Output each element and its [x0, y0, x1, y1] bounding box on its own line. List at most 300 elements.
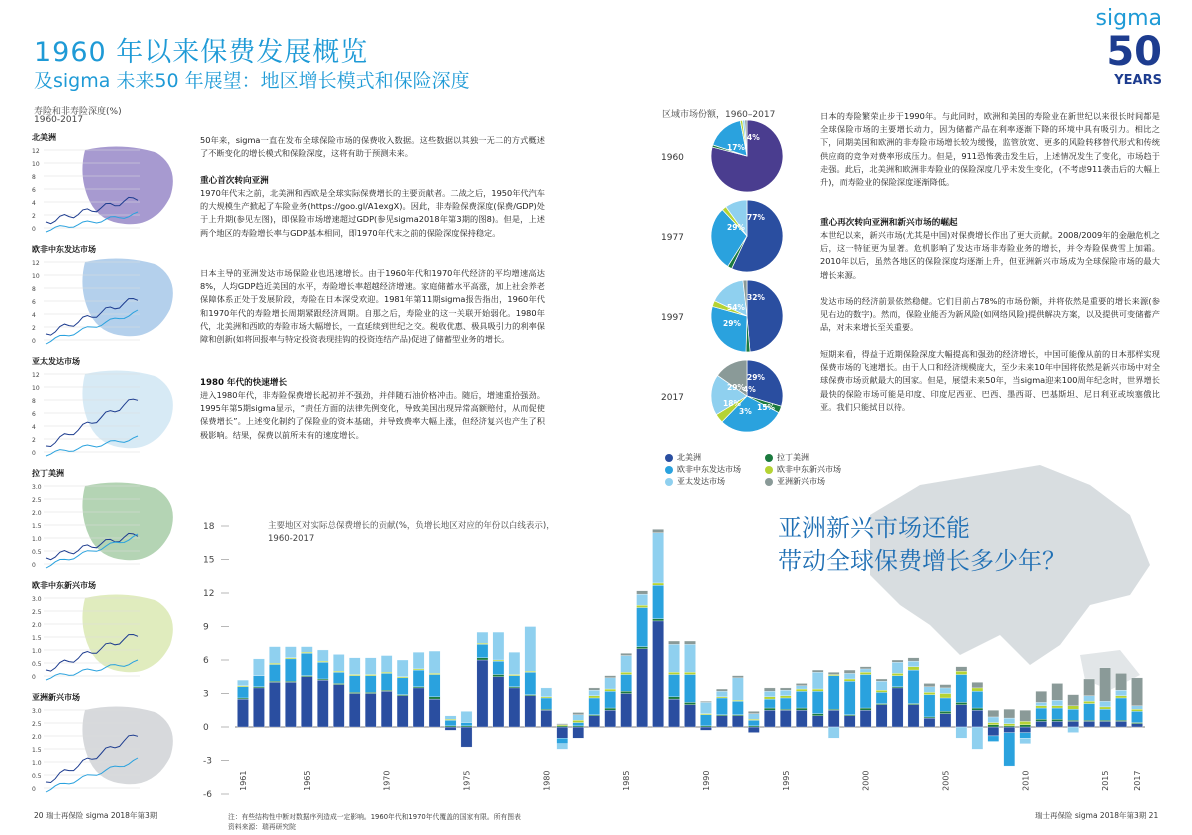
bar-segment	[381, 673, 392, 690]
bar-segment	[253, 676, 264, 687]
bar-y-tick-label: 3	[203, 689, 209, 700]
bar-segment	[844, 673, 855, 679]
region-map-shape	[82, 706, 172, 784]
bar-segment	[573, 726, 584, 727]
bar-segment	[684, 644, 695, 672]
depth-tick-label: 6	[32, 411, 36, 418]
section-1-paragraph-2: 日本主导的亚洲发达市场保险业也迅速增长。由于1960年代和1970年代经济的平均增速高达8%，人均GDP趋近美国的水平，寿险增长率超越经济增速。家庭储蓄水平高涨，加上社会养老保障体系正处于发展阶段，寿险在日本深受欢迎。1981年第11期sigma报告指出，1960年代和1970年代的寿险增长周期紧跟经济周期。自那之后，寿险业的这一关联开始弱化。1980年代，北美洲和西欧的寿险市场大幅增长，一直延续到世纪之交。税收优惠、极具吸引力的利率保障和创新(如将回报率与特定投资表现挂钩的投资连结产品)促进了储蓄型业务的增长。	[200, 268, 545, 345]
bar-segment	[461, 726, 472, 727]
bar-segment	[1100, 721, 1111, 727]
bar-segment	[812, 716, 823, 727]
bar-segment	[349, 675, 360, 676]
bar-segment	[589, 715, 600, 716]
right-page-number: 21	[1148, 811, 1159, 820]
section-heading-3: 重心再次转向亚洲和新兴市场的崛起	[820, 218, 958, 228]
bar-segment	[876, 705, 887, 727]
logo-word: sigma	[1095, 6, 1162, 31]
bar-segment	[1036, 721, 1047, 727]
bar-segment	[605, 676, 616, 678]
bar-segment	[1100, 709, 1111, 720]
bar-segment	[796, 708, 807, 710]
bar-segment	[317, 662, 328, 679]
page-subtitle: 及sigma 未来50 年展望：地区增长模式和保险深度	[34, 70, 470, 92]
bar-segment	[573, 727, 584, 738]
bar-segment	[285, 647, 296, 658]
bar-segment	[397, 678, 408, 695]
bar-segment	[253, 687, 264, 688]
bar-segment	[748, 727, 759, 733]
pie-slice-label: 29%	[727, 223, 745, 232]
depth-tick-label: 1.5	[32, 635, 42, 642]
bar-segment	[509, 652, 520, 674]
bar-segment	[413, 688, 424, 727]
bar-segment	[461, 727, 472, 747]
bar-segment	[461, 711, 472, 722]
bar-segment	[668, 675, 679, 697]
bar-segment	[237, 686, 248, 687]
bar-segment	[1084, 720, 1095, 721]
depth-tick-label: 0	[32, 786, 36, 793]
footer-left	[34, 810, 157, 821]
bar-segment	[509, 675, 520, 676]
bar-segment	[477, 660, 488, 727]
bar-segment	[573, 715, 584, 721]
pie-year-label: 1997	[661, 313, 684, 323]
section-heading-2: 1980 年代的快速增长	[200, 378, 288, 388]
bar-segment	[892, 673, 903, 675]
bar-segment	[381, 691, 392, 727]
bar-segment	[700, 715, 711, 726]
bar-segment	[413, 687, 424, 688]
bar-segment	[493, 677, 504, 727]
bar-segment	[237, 698, 248, 699]
depth-tick-label: 1.5	[32, 523, 42, 530]
bar-y-tick-label: 12	[203, 589, 215, 599]
left-publication: 瑞士再保险 sigma 2018年第3期	[45, 811, 158, 820]
bar-segment	[557, 725, 568, 726]
bar-segment	[269, 681, 280, 682]
pie-slice-label: 15%	[757, 403, 775, 412]
depth-tick-label: 0.5	[32, 773, 42, 780]
bar-segment	[780, 696, 791, 698]
bar-segment	[621, 672, 632, 674]
depth-tick-label: 2	[32, 213, 36, 220]
depth-tick-label: 0	[32, 674, 36, 681]
legend-swatch	[665, 454, 673, 462]
bar-segment	[748, 720, 759, 726]
bar-segment	[940, 688, 951, 694]
bar-y-tick-label: -6	[203, 790, 212, 800]
bar-segment	[860, 675, 871, 709]
bar-segment	[972, 727, 983, 749]
bar-segment	[1004, 724, 1015, 726]
bar-segment	[844, 715, 855, 716]
bar-segment	[445, 719, 456, 720]
bar-segment	[988, 710, 999, 717]
bar-segment	[1068, 709, 1079, 720]
depth-chart-region-label: 欧非中东新兴市场	[32, 581, 96, 590]
bar-segment	[780, 688, 791, 690]
bar-segment	[1068, 721, 1079, 727]
bar-segment	[972, 691, 983, 708]
market-share-pies	[655, 118, 795, 443]
bar-segment	[748, 719, 759, 720]
bar-segment	[477, 644, 488, 657]
bar-segment	[621, 694, 632, 728]
bar-segment	[1020, 738, 1031, 744]
depth-chart-region-label: 亚太发达市场	[32, 357, 80, 366]
pie-legend-item	[665, 452, 701, 463]
depth-tick-label: 0.5	[32, 661, 42, 668]
depth-tick-label: 12	[32, 372, 40, 379]
bar-segment	[269, 682, 280, 727]
pie-slice-label: 3%	[739, 407, 752, 416]
section-heading-1: 重心首次转向亚洲	[200, 176, 269, 186]
right-paragraph-2: 本世纪以来，新兴市场(尤其是中国)对保费增长作出了更大贡献。2008/2009年的金融危机之后，这一特征更为显著。危机影响了发达市场非寿险业务的增长，并令寿险保费雪上加霜。2010年以后，虽然各地区的保险深度均逐渐上升，但亚洲新兴市场成为全球保险市场的最大增长来源。	[820, 230, 1160, 280]
bar-segment	[413, 652, 424, 669]
bar-segment	[956, 702, 967, 704]
bar-segment	[509, 687, 520, 688]
bar-segment	[237, 699, 248, 727]
bar-segment	[365, 658, 376, 675]
bar-segment	[684, 672, 695, 674]
region-map-shape	[82, 146, 172, 224]
bar-segment	[1115, 673, 1126, 690]
bar-segment	[828, 676, 839, 710]
bar-segment	[988, 725, 999, 727]
left-page-number: 20	[34, 811, 44, 820]
depth-tick-label: 2.5	[32, 497, 42, 504]
logo-number: 50	[1106, 29, 1162, 75]
bar-y-tick-label: 18	[203, 522, 215, 532]
bar-segment	[700, 714, 711, 715]
depth-tick-label: 2.5	[32, 721, 42, 728]
bar-segment	[860, 667, 871, 669]
bar-segment	[1131, 724, 1142, 727]
bar-segment	[429, 699, 440, 727]
depth-chart-2	[30, 242, 200, 350]
bar-segment	[1115, 721, 1126, 727]
bar-segment	[605, 710, 616, 727]
region-map-shape	[82, 258, 172, 336]
bar-segment	[988, 736, 999, 742]
bar-segment	[652, 585, 663, 619]
bar-segment	[1084, 701, 1095, 703]
bar-segment	[1036, 719, 1047, 721]
bar-segment	[684, 702, 695, 704]
depth-tick-label: 1.5	[32, 747, 42, 754]
bar-segment	[1052, 719, 1063, 721]
bar-segment	[1036, 691, 1047, 702]
bar-y-tick-label: 0	[203, 723, 209, 733]
bar-segment	[924, 717, 935, 718]
bar-segment	[541, 710, 552, 727]
bar-segment	[652, 533, 663, 583]
bar-segment	[812, 672, 823, 689]
bar-segment	[924, 695, 935, 717]
bar-segment	[1052, 700, 1063, 706]
bar-segment	[908, 670, 919, 704]
bar-segment	[637, 649, 648, 727]
depth-tick-label: 2	[32, 437, 36, 444]
depth-tick-label: 6	[32, 187, 36, 194]
bar-segment	[365, 675, 376, 676]
bar-segment	[397, 696, 408, 727]
bar-segment	[1068, 720, 1079, 721]
big-question-line-1: 亚洲新兴市场还能	[778, 514, 970, 542]
bar-segment	[1131, 711, 1142, 722]
bar-segment	[621, 656, 632, 673]
premium-growth-bar-chart	[195, 518, 1160, 803]
bar-segment	[908, 705, 919, 727]
bar-segment	[972, 688, 983, 691]
depth-tick-label: 0	[32, 226, 36, 233]
bar-segment	[796, 686, 807, 689]
bar-segment	[956, 675, 967, 703]
bar-segment	[652, 529, 663, 532]
depth-tick-label: 2.0	[32, 622, 42, 629]
bar-segment	[557, 738, 568, 744]
bar-segment	[796, 689, 807, 691]
footer-note-1: 注：有些结构性中断对数据序列造成一定影响。1960年代和1970年代覆盖的国家有限。所有图表	[228, 813, 521, 821]
depth-panel-period: 1960-2017	[34, 115, 84, 125]
bar-segment	[1020, 710, 1031, 721]
right-paragraph-4: 短期来看，得益于近期保险深度大幅提高和强劲的经济增长，中国可能像从前的日本那样实现保费市场的飞速增长。由于人口和经济规模庞大，至少未来10年中国将依然是新兴市场中对全球保费市场贡献最大的国家。但是，展望未来50年，当sigma迎来100周年纪念时，世界增长最快的保险市场可能是印度、印度尼西亚、巴西、墨西哥、巴基斯坦、尼日利亚或埃塞俄比亚。我们只能拭目以待。	[820, 349, 1160, 412]
legend-swatch	[765, 478, 773, 486]
right-paragraph-1: 日本的寿险繁荣止步于1990年。与此同时，欧洲和美国的寿险业在新世纪以来很长时间都是全球保险市场的主要增长动力，因为储蓄产品在利率逐渐下降的环境中具有吸引力。相比之下，同期美国和欧洲的非寿险市场增长较为缓慢，监管放宽、更多的风险转移替代形式和传统供应商的竞争对费率形成压力。但是，911恐怖袭击发生后，上述情况发生了变化，市场趋于走强。此后，北美洲和欧洲非寿险业的保险深度几乎未发生变化，(不考虑911袭击后的大幅上升)，而寿险业的保险深度逐渐降低。	[820, 111, 1160, 188]
bar-segment	[509, 676, 520, 687]
bar-segment	[429, 673, 440, 674]
depth-tick-label: 10	[32, 161, 40, 168]
bar-segment	[621, 691, 632, 693]
bar-segment	[1131, 723, 1142, 724]
bar-segment	[589, 690, 600, 696]
bar-segment	[269, 663, 280, 664]
bar-segment	[1100, 701, 1111, 707]
bar-segment	[780, 709, 791, 710]
legend-label: 亚洲新兴市场	[777, 477, 825, 486]
bar-x-tick-label: 2005	[941, 770, 951, 791]
pie-slice-label: 18%	[723, 399, 741, 408]
bar-segment	[748, 711, 759, 713]
bar-segment	[1131, 678, 1142, 706]
bar-segment	[828, 727, 839, 738]
depth-tick-label: 1.0	[32, 536, 42, 543]
bar-segment	[493, 660, 504, 661]
depth-chart-region-label: 欧非中东发达市场	[32, 245, 96, 254]
bar-segment	[732, 700, 743, 701]
bar-y-tick-label: 15	[203, 555, 215, 566]
bar-segment	[557, 727, 568, 738]
bar-segment	[429, 697, 440, 699]
bar-segment	[541, 688, 552, 697]
bar-segment	[365, 692, 376, 693]
bar-segment	[445, 720, 456, 726]
bar-segment	[764, 691, 775, 697]
bar-segment	[972, 710, 983, 727]
bar-segment	[780, 710, 791, 727]
pie-section-title: 区域市场份额，1960–2017	[662, 110, 776, 120]
legend-swatch	[665, 466, 673, 474]
right-paragraph-3: 发达市场的经济前景依然稳健。它们目前占78%的市场份额，并将依然是重要的增长来源(参见右边的数字)。然而，保险业能否为新风险(如网络风险)提供解决方案，以及提供可变储蓄产品，对未来增长至关重要。	[820, 296, 1160, 333]
bar-segment	[301, 677, 312, 727]
bar-segment	[509, 688, 520, 727]
bar-segment	[732, 676, 743, 678]
bar-segment	[317, 680, 328, 727]
bar-segment	[700, 701, 711, 702]
bar-segment	[908, 658, 919, 661]
bar-segment	[892, 688, 903, 727]
bar-segment	[828, 672, 839, 674]
bar-segment	[1004, 709, 1015, 718]
region-map-shape	[82, 482, 172, 560]
depth-chart-3	[30, 354, 200, 462]
bar-segment	[796, 710, 807, 727]
depth-chart-region-label: 亚洲新兴市场	[32, 693, 80, 702]
bar-segment	[924, 718, 935, 727]
bar-segment	[557, 726, 568, 727]
bar-y-tick-label: 9	[203, 622, 209, 633]
region-map-shape	[82, 594, 172, 672]
bar-segment	[621, 675, 632, 692]
bar-segment	[940, 714, 951, 727]
bar-segment	[1100, 720, 1111, 721]
bar-segment	[1052, 708, 1063, 719]
bar-segment	[461, 723, 472, 726]
bar-segment	[668, 644, 679, 672]
bar-segment	[445, 716, 456, 719]
bar-segment	[589, 696, 600, 698]
bar-segment	[988, 723, 999, 725]
bar-segment	[1020, 721, 1031, 724]
bar-y-tick-label: 6	[203, 656, 209, 666]
bar-segment	[637, 608, 648, 647]
page-title: 1960 年以来保费发展概览	[34, 37, 369, 68]
pie-slice-label: 29%	[727, 383, 745, 392]
bar-segment	[844, 681, 855, 715]
bar-segment	[525, 696, 536, 727]
bar-segment	[668, 641, 679, 644]
bar-segment	[668, 697, 679, 699]
bar-segment	[397, 660, 408, 677]
bar-segment	[940, 711, 951, 713]
bar-segment	[812, 689, 823, 691]
bar-segment	[1036, 706, 1047, 708]
bar-x-tick-label: 1975	[462, 770, 472, 791]
bar-segment	[780, 698, 791, 709]
bar-segment	[333, 671, 344, 672]
bar-segment	[637, 594, 648, 605]
bar-segment	[333, 685, 344, 727]
bar-segment	[652, 583, 663, 585]
bar-segment	[796, 691, 807, 708]
depth-tick-label: 3.0	[32, 596, 42, 603]
bar-segment	[525, 672, 536, 694]
bar-segment	[445, 727, 456, 730]
pie-year-label: 2017	[661, 393, 684, 403]
bar-segment	[908, 704, 919, 705]
pie-legend-item	[765, 476, 825, 487]
bar-segment	[621, 653, 632, 655]
pie-slice-label: 29%	[747, 373, 765, 382]
bar-x-tick-label: 1961	[238, 770, 248, 791]
legend-label: 亚太发达市场	[677, 477, 725, 486]
pie-year-label: 1960	[661, 153, 684, 163]
bar-segment	[652, 621, 663, 727]
pie-slice-label: 29%	[723, 319, 741, 328]
depth-chart-region-label: 北美洲	[32, 133, 56, 142]
bar-segment	[972, 682, 983, 688]
bar-segment	[557, 724, 568, 725]
bar-segment	[716, 697, 727, 698]
bar-segment	[1052, 706, 1063, 708]
bar-segment	[493, 661, 504, 674]
depth-tick-label: 1.0	[32, 760, 42, 767]
bar-segment	[605, 691, 616, 708]
pie-legend-item	[665, 464, 741, 475]
bar-x-tick-label: 2015	[1101, 770, 1111, 791]
bar-segment	[397, 695, 408, 696]
bar-segment	[924, 687, 935, 693]
bar-segment	[1115, 698, 1126, 720]
bar-segment	[716, 698, 727, 715]
bar-segment	[668, 699, 679, 727]
bar-segment	[1036, 702, 1047, 705]
bar-segment	[812, 691, 823, 713]
bar-segment	[253, 688, 264, 727]
bar-segment	[1020, 727, 1031, 733]
bar-segment	[684, 705, 695, 727]
bar-segment	[605, 689, 616, 691]
bar-segment	[764, 697, 775, 699]
bar-segment	[716, 691, 727, 697]
bar-segment	[637, 605, 648, 607]
bar-segment	[684, 675, 695, 703]
bar-segment	[1084, 721, 1095, 727]
bar-segment	[285, 681, 296, 682]
bar-segment	[972, 708, 983, 710]
depth-mini-charts	[30, 130, 200, 793]
bar-segment	[1004, 733, 1015, 767]
bar-segment	[493, 632, 504, 660]
depth-chart-5	[30, 578, 200, 686]
bar-x-tick-label: 1995	[781, 770, 791, 791]
bar-segment	[876, 704, 887, 705]
depth-tick-label: 4	[32, 312, 36, 319]
pie-slice-label: 54%	[727, 303, 745, 312]
bar-segment	[652, 619, 663, 621]
depth-tick-label: 6	[32, 299, 36, 306]
bar-segment	[732, 701, 743, 714]
depth-tick-label: 0	[32, 338, 36, 345]
region-map-shape	[82, 370, 172, 448]
bar-segment	[589, 698, 600, 715]
bar-segment	[541, 697, 552, 698]
bar-segment	[445, 726, 456, 727]
pie-slice-label: 4%	[743, 385, 756, 394]
bar-segment	[812, 670, 823, 672]
bar-segment	[716, 715, 727, 716]
bar-segment	[892, 660, 903, 662]
bar-segment	[637, 591, 648, 594]
legend-swatch	[765, 466, 773, 474]
bar-segment	[477, 658, 488, 660]
bar-segment	[317, 650, 328, 661]
bar-segment	[317, 679, 328, 680]
depth-tick-label: 3.0	[32, 708, 42, 715]
bar-segment	[317, 661, 328, 662]
bar-segment	[573, 720, 584, 722]
